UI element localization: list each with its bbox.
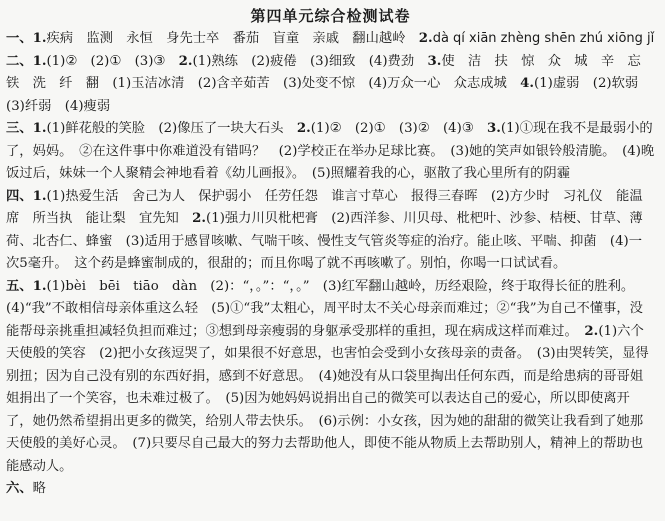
section-paragraph (6, 276, 655, 479)
item-number: 3. (487, 121, 501, 136)
item-text: (1)强力川贝枇杷膏 (2)西洋参、川贝母、枇杷叶、沙参、桔梗、甘草、薄荷、北杏仁、蜂蜜 (3)适用于感冒咳嗽、气喘干咳、慢性支气管炎等症的治疗。能止咳、平喘、抑菌 (4)一次5毫升。 这个药是蜂蜜制成的，很甜的；而且你喝了就不再咳嗽了。别怕，你喝一口试试看。 (6, 211, 643, 271)
section-1 (6, 28, 655, 51)
item-number: 2. (418, 31, 433, 46)
item-text: 使 洁 扶 惊 众 城 辛 忘 铁 洗 纤 翻 (1)玉洁冰清 (2)含辛茹苦 (3)处变不惊 (4)万众一心 众志成城 (6, 53, 655, 91)
item-number: 1. (32, 121, 47, 136)
item-number: 1. (32, 31, 47, 46)
item-text: (1)鲜花般的笑脸 (2)像压了一块大石头 (46, 121, 297, 136)
item-number: 2. (296, 121, 311, 136)
item-text: 疾病 监测 永恒 身先士卒 番茄 盲童 亲戚 翻山越岭 (46, 31, 419, 46)
section-label: 六、 (6, 481, 33, 496)
section-5 (6, 276, 655, 479)
section-paragraph (6, 51, 655, 119)
item-number: 1. (32, 278, 47, 294)
section-paragraph (6, 118, 655, 186)
item-text: (1)热爱生活 舍己为人 保护弱小 任劳任怨 谁言寸草心 报得三春晖 (2)方少时 习礼仪 能温席 所当执 能让梨 宜先知 (6, 188, 643, 226)
item-number: 1. (32, 188, 47, 204)
item-text: (1)② (2)① (3)② (4)③ (310, 121, 488, 136)
item-number: 1. (32, 53, 47, 69)
item-text: (1)熟练 (2)疲倦 (3)细致 (4)费劲 (192, 53, 428, 69)
section-paragraph (6, 478, 655, 501)
item-number: 2. (178, 53, 193, 69)
section-label: 四、 (6, 188, 33, 204)
pinyin-text: dà qí xiān zhèng shēn zhú xiōng jǐ (432, 31, 655, 46)
item-number: 3. (427, 53, 442, 69)
section-3 (6, 118, 655, 186)
section-label: 三、 (6, 121, 33, 136)
item-number: 4. (520, 76, 535, 91)
section-paragraph (6, 28, 655, 51)
item-text: (1)虚弱 (2)软弱 (3)纤弱 (4)瘦弱 (6, 76, 652, 114)
item-text: (1)①现在我不是最弱小的了，妈妈。 ②在这件事中你难道没有错吗？ (2)学校正在举办足球比赛。 (3)她的笑声如银铃般清脆。 (4)晚饭过后，妹妹一个人聚精会神地看着《幼儿画报》。 (5)照耀着我的心，驱散了我心里所有的阴霾 (6, 121, 655, 181)
item-number: 2. (584, 323, 599, 339)
section-2 (6, 51, 655, 119)
section-paragraph (6, 186, 655, 276)
item-text: (1)六个天使般的笑容 (2)把小女孩逗哭了，如果很不好意思，也害怕会受到小女孩母亲的责备。 (3)由哭转笑，显得别扭；因为自己没有别的东西好捐，感到不好意思。 (4)她没有从口袋里掏出任何东西，而是给患病的哥哥姐姐捐出了一个笑容，也未难过极了。 (5)因为她妈妈说捐出自己的微笑可以表达自己的爱心，所以即使离开了，她仍然希望捐出更多的微笑，给别人带去快乐。 (6)示例：小女孩，因为她的甜甜的微笑让我看到了她那天使般的美好心灵。 (7)只要尽自己最大的努力去帮助他人，即使不能从物质上去帮助别人，精神上的帮助也能感动人。 (6, 323, 649, 474)
item-text: (1)② (2)① (3)③ (46, 53, 179, 69)
section-label: 五、 (6, 278, 33, 294)
section-label: 二、 (6, 53, 33, 69)
item-text: (1)bèi bēi tiāo dàn (2)：“，。”：“，。” (3)红军翻山越岭，历经艰险，终于取得长征的胜利。 (4)“我”不敢相信母亲体重这么轻 (5)①“我”太粗心，周平时太不关心母亲而难过；②“我”为自己不懂事，没能帮母亲挑重担减轻负担而难过；③想到母亲瘦弱的身躯承受那样的重担，现在病成这样而难过。 (6, 278, 643, 339)
page-title: 第四单元综合检测试卷 (250, 7, 411, 25)
section-label: 一、 (6, 31, 33, 46)
section-6 (6, 478, 655, 501)
section-4 (6, 186, 655, 276)
item-text: 略 (32, 481, 46, 496)
item-number: 2. (192, 211, 207, 226)
